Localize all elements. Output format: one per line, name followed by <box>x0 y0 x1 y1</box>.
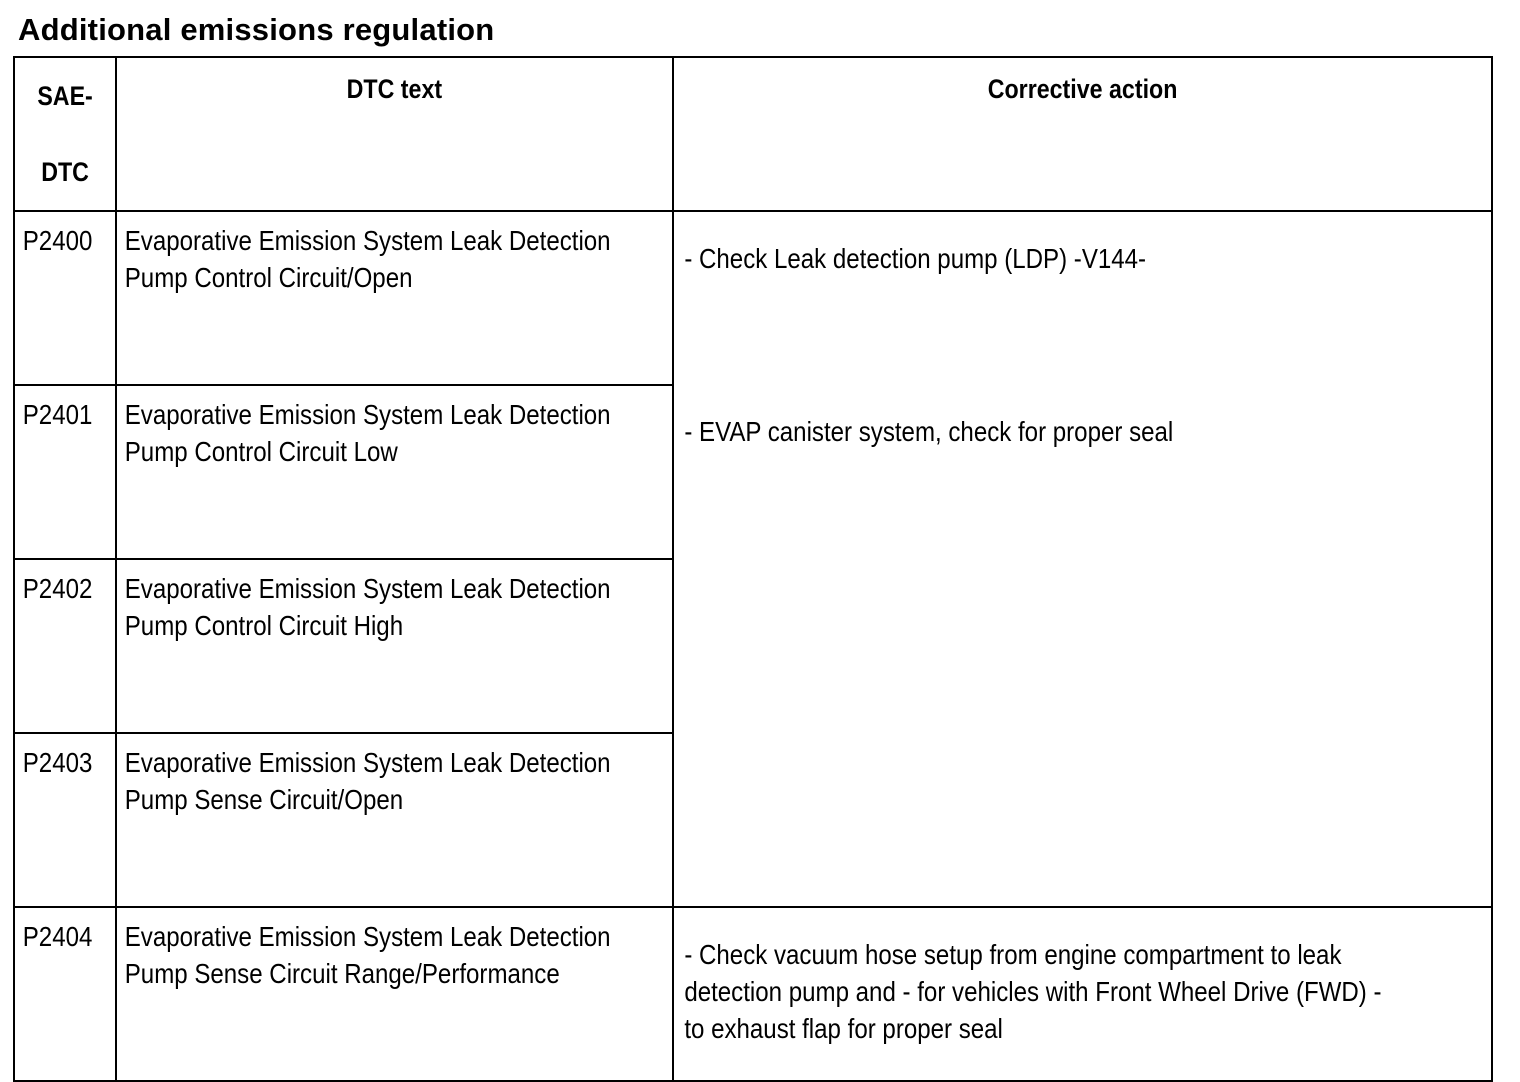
dtc-text-cell <box>116 907 673 1081</box>
dtc-text-cell <box>116 733 673 907</box>
dtc-text-cell <box>116 559 673 733</box>
dtc-text-line1: Evaporative Emission System Leak Detection <box>124 747 611 778</box>
header-corrective-action <box>673 57 1492 211</box>
corrective-action-line: to exhaust flap for proper seal <box>684 1013 1003 1044</box>
dtc-code-cell <box>14 211 116 385</box>
dtc-text-line2: Pump Sense Circuit Range/Performance <box>124 958 560 989</box>
corrective-action-line: detection pump and - for vehicles with Front Wheel Drive (FWD) - <box>684 976 1382 1007</box>
corrective-action-cell <box>673 211 1492 907</box>
dtc-text-cell <box>116 211 673 385</box>
dtc-text-line2: Pump Control Circuit Low <box>124 436 398 467</box>
corrective-action-line: - EVAP canister system, check for proper seal <box>684 416 1174 447</box>
dtc-code-cell <box>14 559 116 733</box>
dtc-code-cell <box>14 733 116 907</box>
table-row <box>14 907 1492 1081</box>
dtc-text-line1: Evaporative Emission System Leak Detection <box>124 921 611 952</box>
table-row <box>14 211 1492 385</box>
header-corrective-action-label: Corrective action <box>987 74 1178 104</box>
table-header-row <box>14 57 1492 211</box>
corrective-action-line: - Check vacuum hose setup from engine compartment to leak <box>684 939 1342 970</box>
corrective-action-line: - Check Leak detection pump (LDP) -V144- <box>684 243 1146 274</box>
dtc-table <box>13 56 1493 1082</box>
dtc-text-line1: Evaporative Emission System Leak Detection <box>124 225 611 256</box>
page-title: Additional emissions regulation <box>18 12 495 47</box>
dtc-code: P2401 <box>22 399 93 430</box>
dtc-code: P2400 <box>22 225 93 256</box>
header-sae-dtc <box>14 57 116 211</box>
dtc-code: P2402 <box>22 573 93 604</box>
dtc-text-line2: Pump Control Circuit High <box>124 610 404 641</box>
dtc-text-line2: Pump Control Circuit/Open <box>124 262 413 293</box>
dtc-code-cell <box>14 907 116 1081</box>
header-sae-dtc-line2: DTC <box>41 157 89 187</box>
header-dtc-text-label: DTC text <box>346 74 443 104</box>
header-sae-dtc-line1: SAE- <box>37 81 93 111</box>
dtc-code-cell <box>14 385 116 559</box>
dtc-code: P2404 <box>22 921 93 952</box>
dtc-text-line1: Evaporative Emission System Leak Detection <box>124 573 611 604</box>
dtc-text-line1: Evaporative Emission System Leak Detection <box>124 399 611 430</box>
dtc-text-cell <box>116 385 673 559</box>
dtc-code: P2403 <box>22 747 93 778</box>
corrective-action-cell <box>673 907 1492 1081</box>
header-dtc-text <box>116 57 673 211</box>
dtc-text-line2: Pump Sense Circuit/Open <box>124 784 404 815</box>
